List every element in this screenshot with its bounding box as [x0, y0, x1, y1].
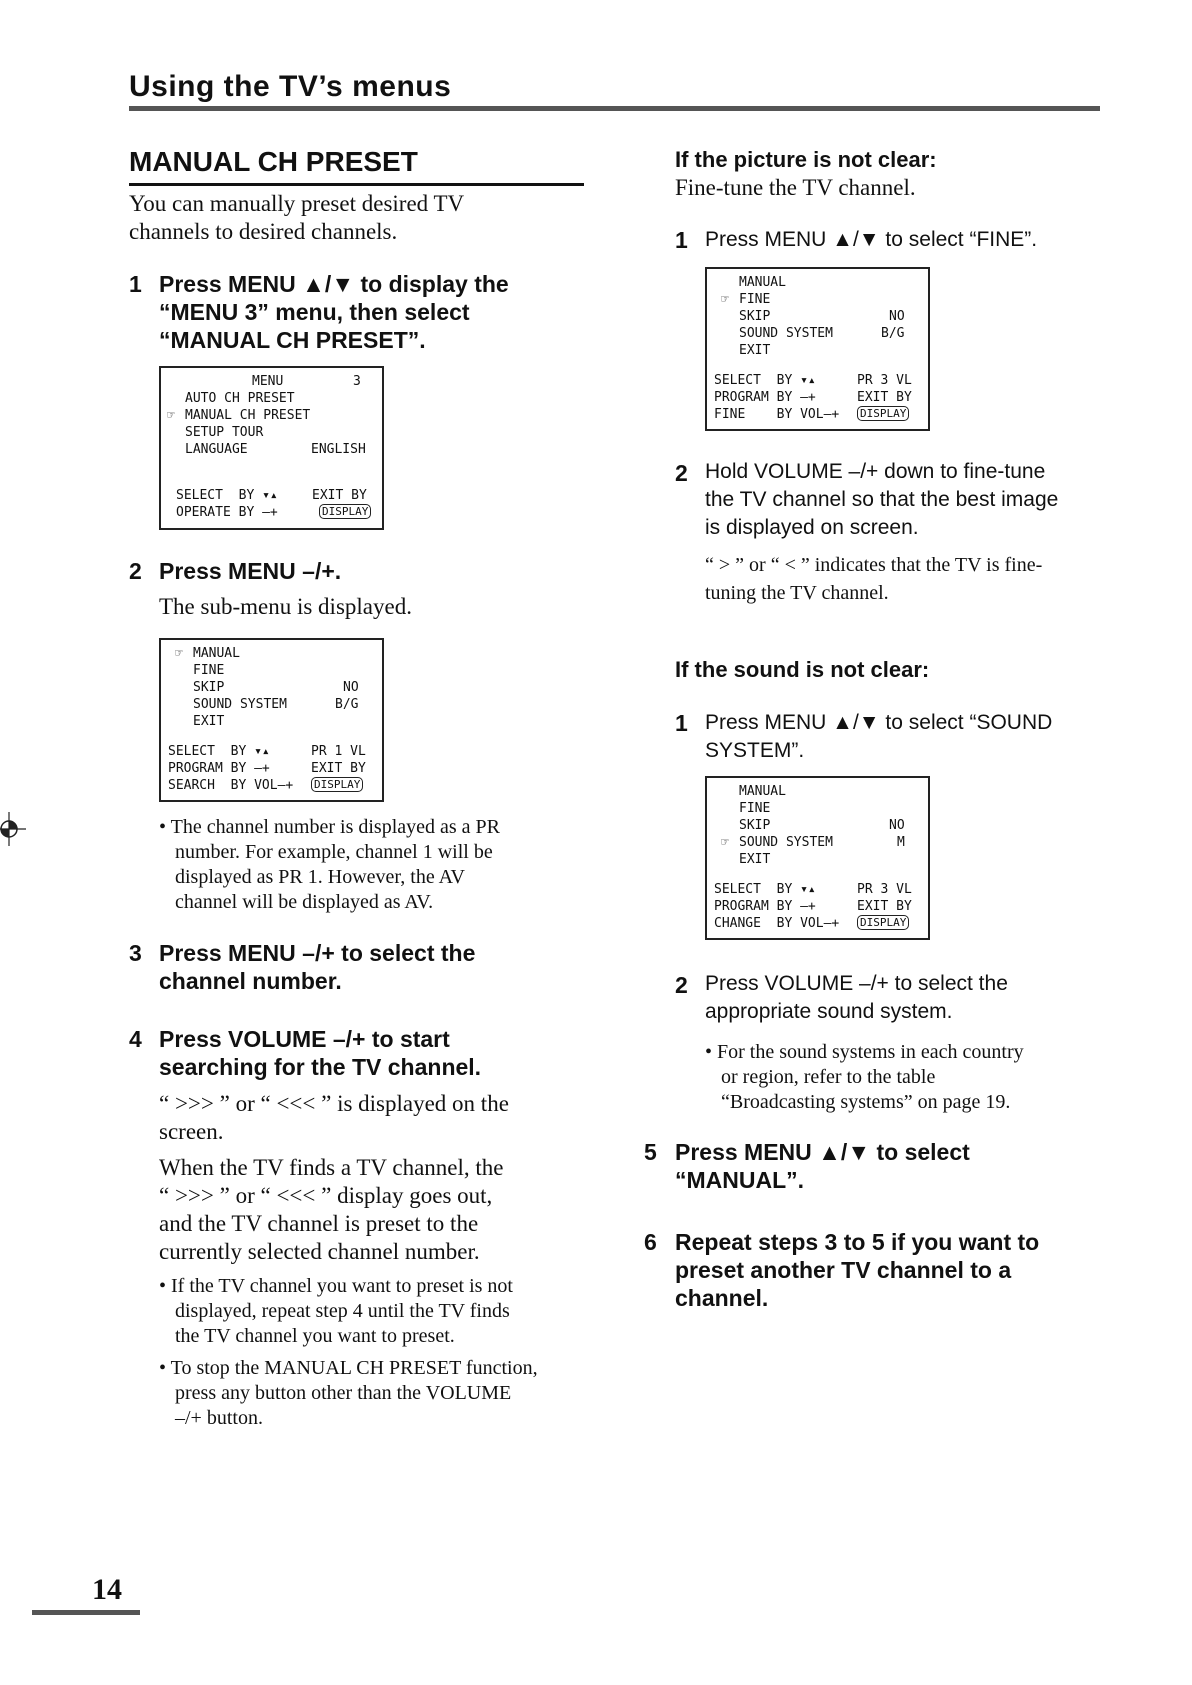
display-button-icon: DISPLAY — [857, 406, 909, 421]
osd-pr: PR 3 VL — [857, 373, 912, 388]
display-button-icon: DISPLAY — [857, 915, 909, 930]
osd-item: SETUP TOUR — [185, 425, 264, 440]
hand-pointer-icon: ☞ — [167, 408, 175, 423]
osd-item: SOUND SYSTEM — [193, 697, 287, 712]
osd-footer: PROGRAM BY –+ — [168, 761, 270, 776]
step-line: Press MENU ▲/▼ to display the — [159, 271, 509, 297]
osd-item-selected: MANUAL — [193, 646, 240, 661]
step-2-title: Press MENU –/+. — [159, 558, 342, 584]
osd-value: M — [897, 835, 905, 850]
step-4-bullet-a — [159, 1274, 599, 1349]
osd-item-selected: FINE — [739, 292, 771, 307]
step-number: 1 — [675, 227, 688, 253]
picture-heading: If the picture is not clear: — [675, 147, 937, 172]
step-line: searching for the TV channel. — [159, 1054, 482, 1080]
bullet-line: • To stop the MANUAL CH PRESET function, — [159, 1357, 538, 1379]
osd-footer: SEARCH BY VOL–+ — [168, 778, 294, 793]
intro-line: channels to desired channels. — [129, 219, 398, 244]
fine-note — [705, 551, 1105, 607]
section-rule — [129, 183, 584, 186]
fine-step-1-text: Press MENU ▲/▼ to select “FINE”. — [705, 228, 1038, 251]
step-line: Press MENU ▲/▼ to select — [675, 1139, 970, 1165]
registration-mark-icon — [0, 812, 26, 846]
osd-exit: EXIT BY — [857, 390, 912, 405]
step-line: Repeat steps 3 to 5 if you want to — [675, 1229, 1040, 1255]
step-line: SYSTEM”. — [705, 739, 805, 762]
osd-footer: SELECT BY ▾▴ — [714, 882, 816, 897]
text-line: “ >>> ” or “ <<< ” display goes out, — [159, 1183, 493, 1208]
osd-manual-submenu — [159, 638, 384, 802]
osd-footer: PROGRAM BY –+ — [714, 899, 816, 914]
osd-menu-number: 3 — [353, 374, 361, 389]
osd-item: MANUAL — [739, 275, 786, 290]
step-line: Press MENU –/+ to select the — [159, 940, 476, 966]
hand-pointer-icon: ☞ — [721, 835, 729, 850]
sound-heading: If the sound is not clear: — [675, 657, 930, 682]
hand-pointer-icon: ☞ — [721, 292, 729, 307]
step-line: the TV channel so that the best image — [705, 488, 1059, 511]
step-line: Press MENU ▲/▼ to select “SOUND — [705, 711, 1053, 734]
osd-footer: SELECT BY ▾▴ — [714, 373, 816, 388]
intro-line: You can manually preset desired TV — [129, 191, 465, 216]
step-line: Hold VOLUME –/+ down to fine-tune — [705, 460, 1046, 483]
osd-item: SKIP — [193, 680, 225, 695]
step-number: 5 — [644, 1139, 657, 1165]
bullet-line: displayed, repeat step 4 until the TV finds — [175, 1300, 510, 1322]
step-line: preset another TV channel to a — [675, 1257, 1012, 1283]
osd-item: SKIP — [739, 818, 771, 833]
note-line: “ > ” or “ < ” indicates that the TV is fine- — [705, 554, 1043, 576]
picture-subtext: Fine-tune the TV channel. — [675, 175, 916, 200]
text-line: and the TV channel is preset to the — [159, 1211, 479, 1236]
text-line: screen. — [159, 1119, 224, 1144]
section-intro — [129, 190, 589, 246]
osd-value: B/G — [335, 697, 359, 712]
bullet-line: • For the sound systems in each country — [705, 1041, 1024, 1063]
step-line: Press VOLUME –/+ to start — [159, 1026, 450, 1052]
step-line: “MANUAL CH PRESET”. — [159, 327, 426, 353]
step-5-text — [675, 1138, 970, 1194]
step-line: Press VOLUME –/+ to select the — [705, 972, 1008, 995]
text-line: currently selected channel number. — [159, 1239, 480, 1264]
bullet-line: “Broadcasting systems” on page 19. — [721, 1091, 1011, 1113]
osd-title: MENU — [252, 374, 284, 389]
step-number: 2 — [129, 558, 142, 584]
bullet-line: press any button other than the VOLUME — [175, 1382, 512, 1404]
step-line: “MANUAL”. — [675, 1167, 805, 1193]
bullet-line: the TV channel you want to preset. — [175, 1325, 455, 1347]
osd-value: NO — [889, 818, 905, 833]
step-3-text — [159, 939, 475, 995]
step-number: 2 — [675, 460, 688, 486]
note-line: tuning the TV channel. — [705, 582, 889, 604]
sound-bullet — [705, 1040, 1125, 1115]
osd-item: EXIT — [739, 852, 771, 867]
osd-pr: PR 1 VL — [311, 744, 366, 759]
bullet-line: channel will be displayed as AV. — [175, 891, 434, 913]
step-line: channel. — [675, 1285, 769, 1311]
osd-item: EXIT — [739, 343, 771, 358]
step-2-text: The sub-menu is displayed. — [159, 594, 412, 619]
osd-footer: CHANGE BY VOL–+ — [714, 916, 840, 931]
bullet-line: number. For example, channel 1 will be — [175, 841, 493, 863]
page-number: 14 — [92, 1573, 122, 1606]
page-number-rule — [32, 1610, 140, 1615]
osd-item: SKIP — [739, 309, 771, 324]
fine-step-2-text — [705, 458, 1105, 542]
step-line: is displayed on screen. — [705, 516, 919, 539]
step-4-paragraph-1 — [159, 1090, 599, 1146]
step-number: 6 — [644, 1229, 657, 1255]
step-line: channel number. — [159, 968, 342, 994]
bullet-line: or region, refer to the table — [721, 1066, 936, 1088]
bullet-line: –/+ button. — [175, 1407, 263, 1429]
step-2-bullet — [159, 815, 599, 915]
bullet-line: • The channel number is displayed as a PR — [159, 816, 501, 838]
osd-footer: SELECT BY ▾▴ — [176, 488, 278, 503]
osd-menu-3 — [159, 366, 384, 530]
step-number: 1 — [129, 271, 142, 297]
osd-exit: EXIT BY — [857, 899, 912, 914]
osd-item: FINE — [739, 801, 771, 816]
page-header-title: Using the TV’s menus — [129, 70, 452, 103]
osd-footer: OPERATE BY –+ — [176, 505, 278, 520]
osd-footer: PROGRAM BY –+ — [714, 390, 816, 405]
text-line: “ >>> ” or “ <<< ” is displayed on the — [159, 1091, 509, 1116]
step-line: “MENU 3” menu, then select — [159, 299, 470, 325]
osd-item: MANUAL — [739, 784, 786, 799]
header-rule — [129, 106, 1100, 111]
osd-item: SOUND SYSTEM — [739, 326, 833, 341]
bullet-line: • If the TV channel you want to preset is not — [159, 1275, 513, 1297]
osd-item-selected: MANUAL CH PRESET — [185, 408, 311, 423]
step-4-text — [159, 1025, 481, 1081]
section-title: MANUAL CH PRESET — [129, 146, 418, 177]
osd-exit: EXIT BY — [312, 488, 367, 503]
osd-footer: SELECT BY ▾▴ — [168, 744, 270, 759]
step-1-text — [159, 270, 599, 354]
bullet-line: displayed as PR 1. However, the AV — [175, 866, 465, 888]
step-4-bullet-b — [159, 1356, 599, 1431]
osd-item: FINE — [193, 663, 225, 678]
sound-step-1-text — [705, 709, 1052, 765]
display-button-icon: DISPLAY — [311, 777, 363, 792]
step-6-text — [675, 1228, 1039, 1312]
text-line: When the TV finds a TV channel, the — [159, 1155, 504, 1180]
osd-exit: EXIT BY — [311, 761, 366, 776]
hand-pointer-icon: ☞ — [175, 646, 183, 661]
step-number: 2 — [675, 972, 688, 998]
osd-item-selected: SOUND SYSTEM — [739, 835, 833, 850]
osd-value: NO — [343, 680, 359, 695]
osd-value: B/G — [881, 326, 905, 341]
osd-fine-menu — [705, 267, 930, 431]
sound-step-2-text — [705, 970, 1008, 1026]
step-line: appropriate sound system. — [705, 1000, 953, 1023]
osd-sound-system-menu — [705, 776, 930, 940]
osd-pr: PR 3 VL — [857, 882, 912, 897]
osd-value: NO — [889, 309, 905, 324]
osd-item: EXIT — [193, 714, 225, 729]
osd-item: LANGUAGE — [185, 442, 248, 457]
step-4-paragraph-2 — [159, 1154, 599, 1266]
step-number: 3 — [129, 940, 142, 966]
osd-footer: FINE BY VOL–+ — [714, 407, 840, 422]
osd-value: ENGLISH — [311, 442, 366, 457]
display-button-icon: DISPLAY — [319, 504, 371, 519]
osd-item: AUTO CH PRESET — [185, 391, 295, 406]
step-number: 4 — [129, 1026, 142, 1052]
step-number: 1 — [675, 710, 688, 736]
